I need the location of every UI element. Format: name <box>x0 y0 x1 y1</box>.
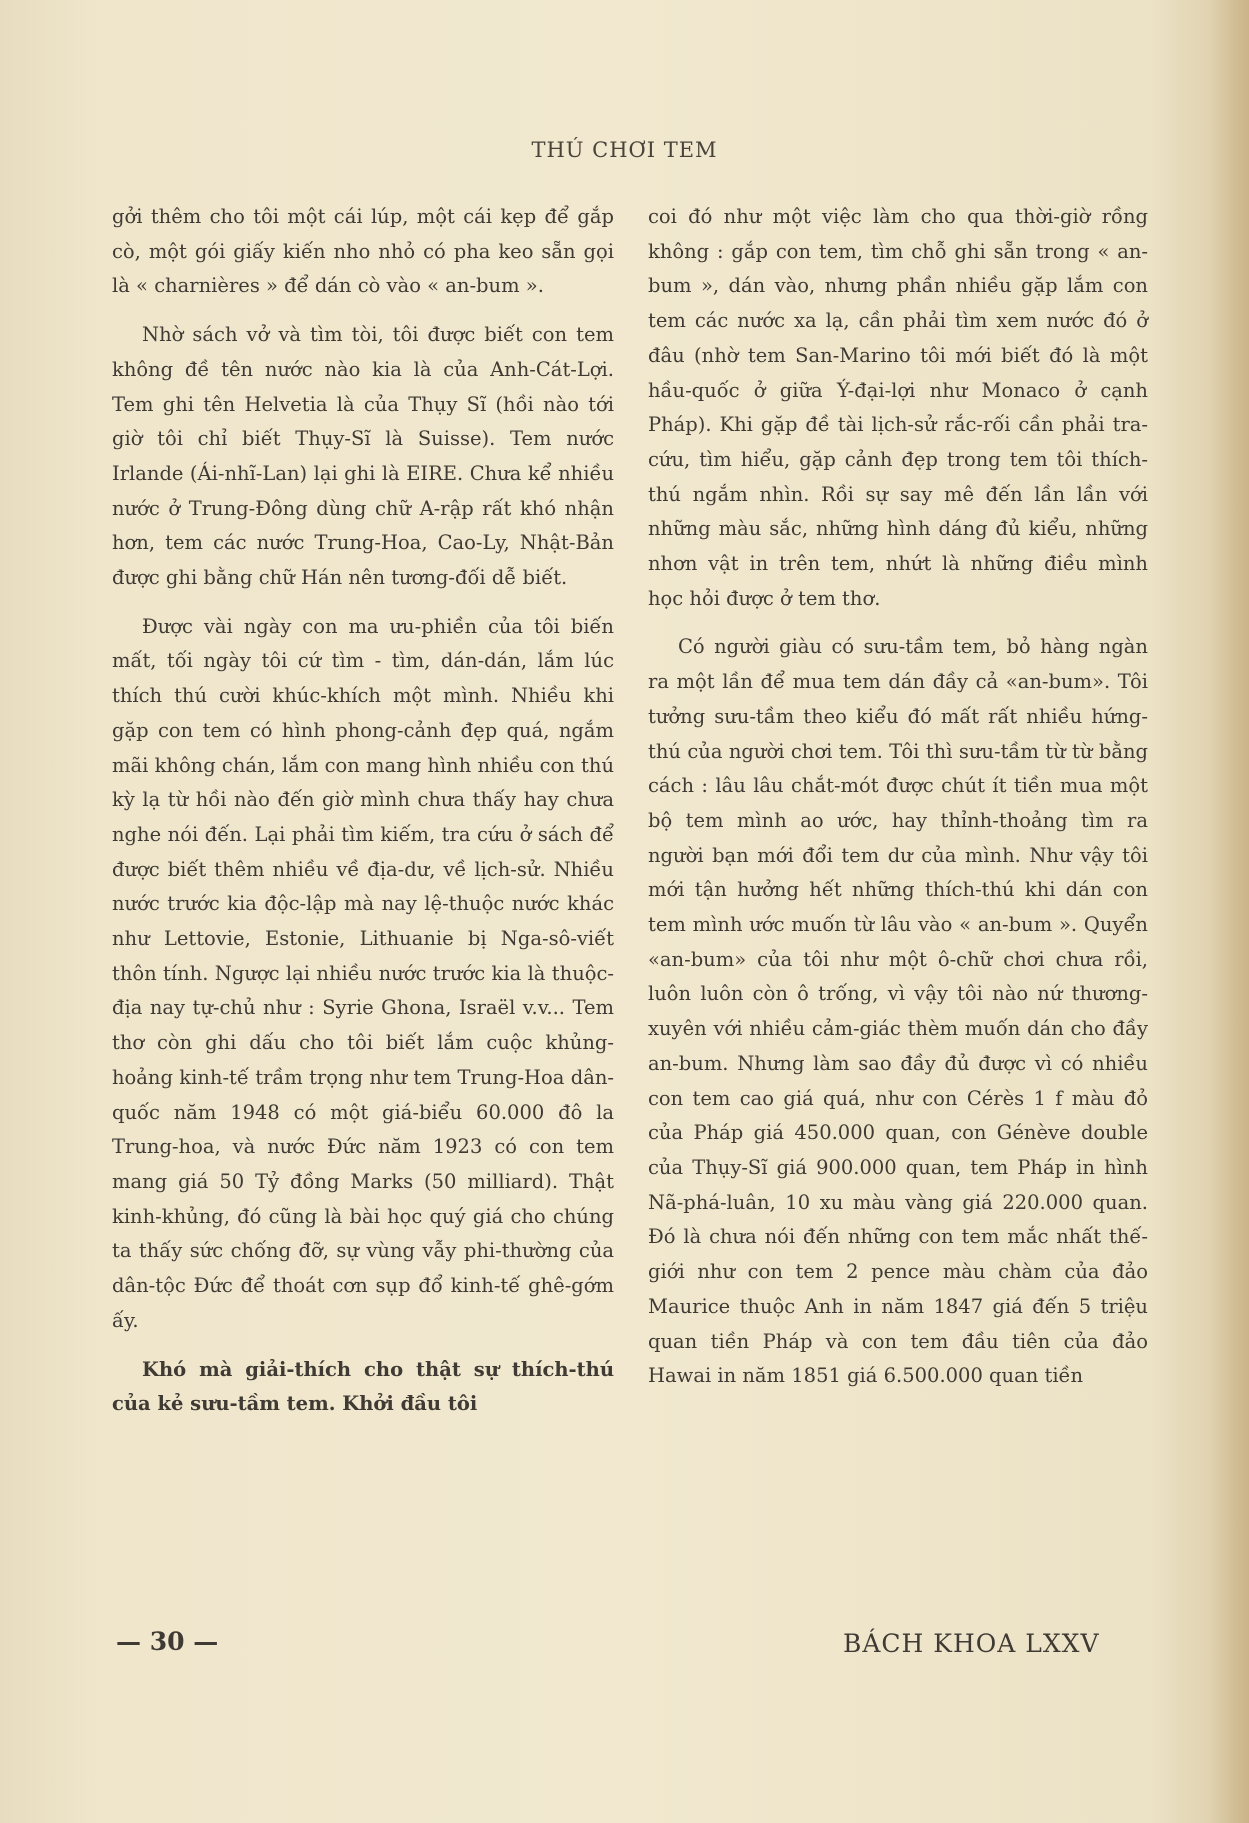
paragraph: coi đó như một việc làm cho qua thời-giờ rồng không : gắp con tem, tìm chỗ ghi sẵn trong « an-bum », dán vào, nhưng phần nhiều gặp lắm con tem các nước xa lạ, cần phải tìm xem nước đó ở đâu (nhờ tem San-Marino tôi mới biết đó là một hầu-quốc ở giữa Ý-đại-lợi như Monaco ở cạnh Pháp). Khi gặp đề tài lịch-sử rắc-rối cần phải tra-cứu, tìm hiểu, gặp cảnh đẹp trong tem tôi thích-thú ngắm nhìn. Rồi sự say mê đến lần lần với những màu sắc, những hình dáng đủ kiểu, những nhơn vật in trên tem, nhứt là những điều mình học hỏi được ở tem thơ. <box>648 205 1148 610</box>
page-edge-shadow <box>1209 0 1249 1823</box>
running-head: THÚ CHƠI TEM <box>531 138 718 162</box>
left-column <box>112 200 614 1422</box>
paragraph: Được vài ngày con ma ưu-phiền của tôi biến mất, tối ngày tôi cứ tìm - tìm, dán-dán, lắm lúc thích thú cười khúc-khích một mình. Nhiều khi gặp con tem có hình phong-cảnh đẹp quá, ngắm mãi không chán, lắm con mang hình nhiều con thú kỳ lạ từ hồi nào đến giờ mình chưa thấy hay chưa nghe nói đến. Lại phải tìm kiếm, tra cứu ở sách để được biết thêm nhiều về địa-dư, về lịch-sử. Nhiều nước trước kia độc-lập mà nay lệ-thuộc nước khác như Lettovie, Estonie, Lithuanie bị Nga-sô-viết thôn tính. Ngược lại nhiều nước trước kia là thuộc-địa nay tự-chủ như : Syrie Ghona, Israël v.v... Tem thơ còn ghi dấu cho tôi biết lắm cuộc khủng-hoảng kinh-tế trầm trọng như tem Trung-Hoa dân-quốc năm 1948 có một giá-biểu 60.000 đô la Trung-hoa, và nước Đức năm 1923 có con tem mang giá 50 Tỷ đồng Marks (50 milliard). Thật kinh-khủng, đó cũng là bài học quý giá cho chúng ta thấy sức chống đỡ, sự vùng vẫy phi-thường của dân-tộc Đức để thoát cơn sụp đổ kinh-tế ghê-gớm ấy. <box>112 614 614 1332</box>
paragraph: Khó mà giải-thích cho thật sự thích-thú của kẻ sưu-tầm tem. Khởi đầu tôi <box>112 1357 614 1416</box>
paragraph: gởi thêm cho tôi một cái lúp, một cái kẹp để gắp cò, một gói giấy kiến nho nhỏ có pha keo sẵn gọi là « charnières » để dán cò vào « an-bum ». <box>112 205 614 298</box>
page-number: — 30 — <box>116 1627 219 1656</box>
paragraph: Nhờ sách vở và tìm tòi, tôi được biết con tem không đề tên nước nào kia là của Anh-Cát-Lợi. Tem ghi tên Helvetia là của Thụy Sĩ (hồi nào tới giờ tôi chỉ biết Thụy-Sĩ là Suisse). Tem nước Irlande (Ái-nhĩ-Lan) lại ghi là EIRE. Chưa kể nhiều nước ở Trung-Đông dùng chữ A-rập rất khó nhận hơn, tem các nước Trung-Hoa, Cao-Ly, Nhật-Bản được ghi bằng chữ Hán nên tương-đối dễ biết. <box>112 323 614 590</box>
right-column <box>648 200 1148 1394</box>
paragraph: Có người giàu có sưu-tầm tem, bỏ hàng ngàn ra một lần để mua tem dán đầy cả «an-bum». Tôi tưởng sưu-tầm theo kiểu đó mất rất nhiều hứng-thú của người chơi tem. Tôi thì sưu-tầm từ từ bằng cách : lâu lâu chắt-mót được chút ít tiền mua một bộ tem mình ao ước, hay thỉnh-thoảng tìm ra người bạn mới đổi tem dư của mình. Như vậy tôi mới tận hưởng hết những thích-thú khi dán con tem mình ước muốn từ lâu vào « an-bum ». Quyển «an-bum» của tôi như một ô-chữ chơi chưa rồi, luôn luôn còn ô trống, vì vậy tôi nào nứ thương-xuyên với nhiều cảm-giác thèm muốn dán cho đầy an-bum. Nhưng làm sao đầy đủ được vì có nhiều con tem cao giá quá, như con Cérès 1 f màu đỏ của Pháp giá 450.000 quan, con Génève double của Thụy-Sĩ giá 900.000 quan, tem Pháp in hình Nã-phá-luân, 10 xu màu vàng giá 220.000 quan. Đó là chưa nói đến những con tem mắc nhất thế-giới như con tem 2 pence màu chàm của đảo Maurice thuộc Anh in năm 1847 giá đến 5 triệu quan tiền Pháp và con tem đầu tiên của đảo Hawai in năm 1851 giá 6.500.000 quan tiền <box>648 635 1148 1388</box>
journal-name: BÁCH KHOA LXXV <box>843 1629 1100 1658</box>
